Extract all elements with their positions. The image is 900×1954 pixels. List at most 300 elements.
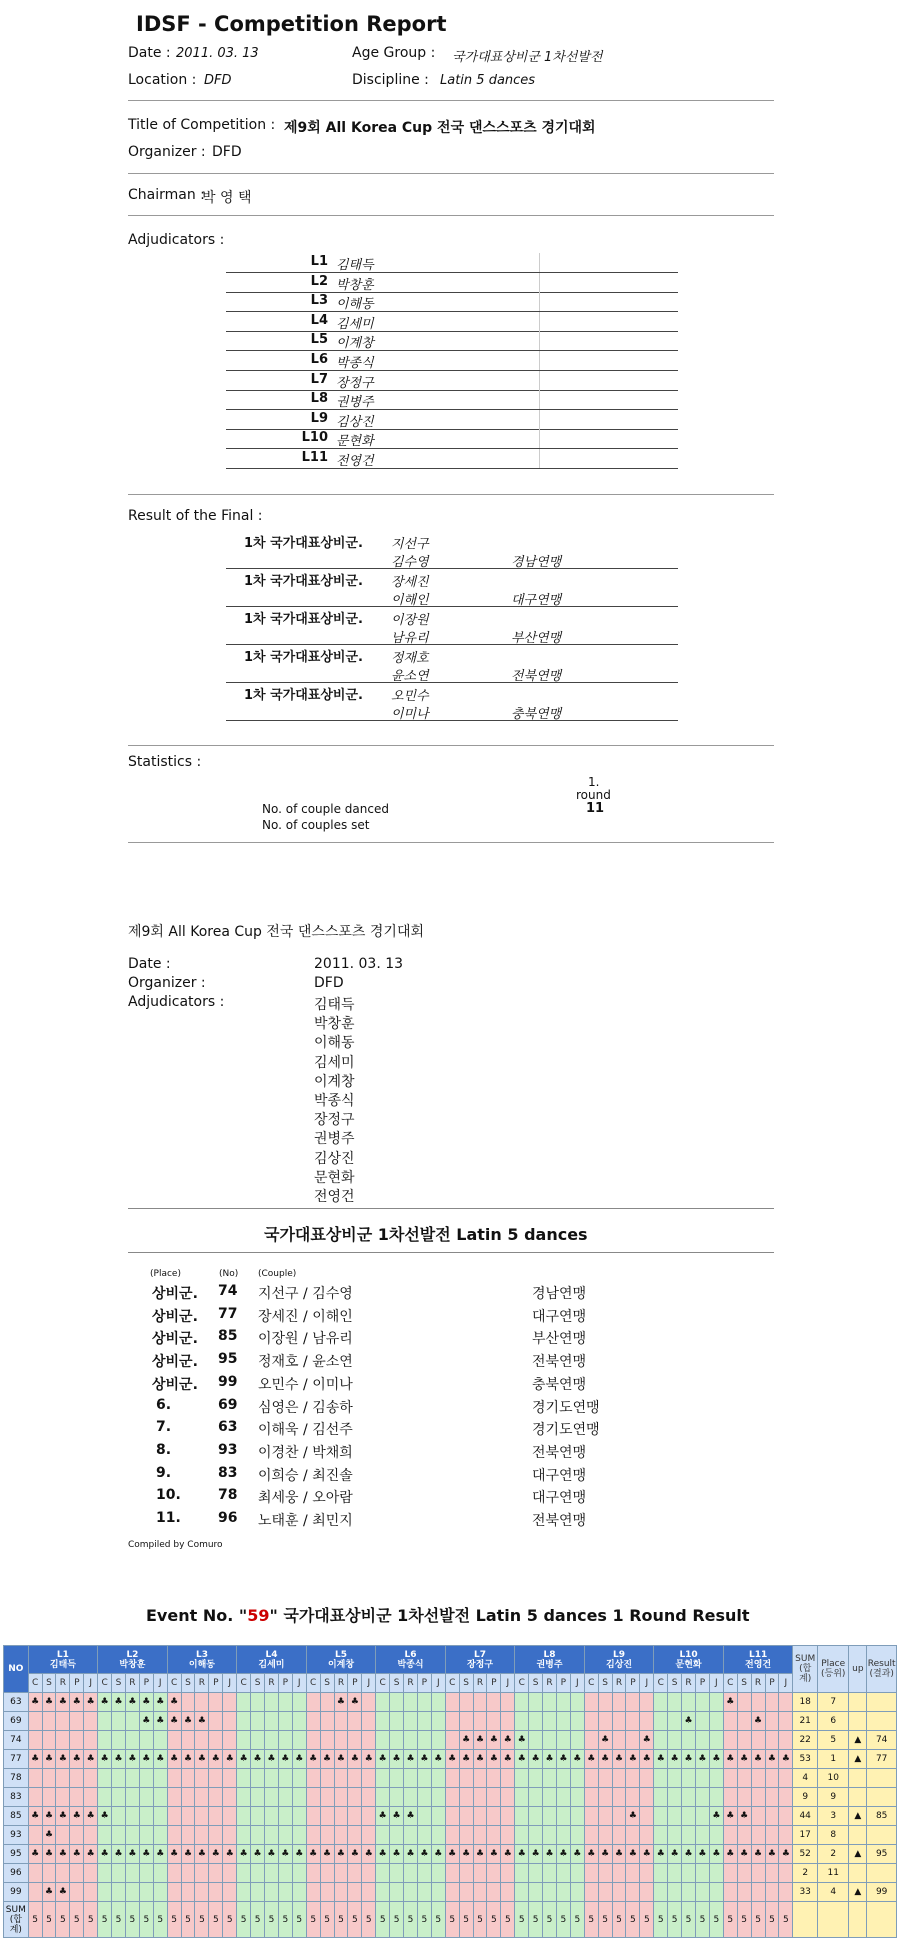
empty-cell (709, 1826, 723, 1845)
divider (128, 494, 774, 495)
empty-cell (654, 1883, 668, 1902)
result-place: 상비군. (152, 1331, 198, 1348)
empty-cell (570, 1769, 584, 1788)
couple-number: 96 (4, 1864, 29, 1883)
empty-cell (56, 1731, 70, 1750)
row-place: 6 (818, 1712, 849, 1731)
result-couple: 이해욱 / 김선주 (258, 1422, 353, 1439)
empty-cell (306, 1731, 320, 1750)
empty-cell (125, 1883, 139, 1902)
empty-cell (98, 1731, 112, 1750)
empty-cell (125, 1712, 139, 1731)
empty-cell (473, 1769, 487, 1788)
organizer-label: Organizer : (128, 144, 206, 160)
club-mark-icon: ♣ (167, 1750, 181, 1769)
dance-letter: C (654, 1674, 668, 1693)
association: 부산연맹 (511, 631, 562, 646)
club-mark-icon: ♣ (334, 1845, 348, 1864)
judge-header (723, 1646, 793, 1674)
empty-cell (682, 1826, 696, 1845)
empty-cell (668, 1788, 682, 1807)
club-mark-icon: ♣ (473, 1750, 487, 1769)
empty-cell (181, 1731, 195, 1750)
result-couple: 이희승 / 최진솔 (258, 1467, 353, 1484)
couples-set-label: No. of couples set (262, 818, 370, 832)
column-sum: 5 (584, 1902, 598, 1938)
empty-cell (139, 1826, 153, 1845)
empty-cell (181, 1883, 195, 1902)
empty-cell (112, 1788, 126, 1807)
empty-cell (28, 1788, 42, 1807)
club-mark-icon: ♣ (139, 1845, 153, 1864)
club-mark-icon: ♣ (765, 1750, 779, 1769)
summary-organizer-label: Organizer : (128, 975, 206, 991)
column-sum: 5 (320, 1902, 334, 1938)
column-sum: 5 (223, 1902, 237, 1938)
empty-cell (292, 1712, 306, 1731)
summary-adjudicator: 이해동 (314, 1035, 355, 1052)
dance-letter: J (640, 1674, 654, 1693)
empty-cell (779, 1769, 793, 1788)
result-number: 74 (218, 1283, 238, 1299)
empty-cell (584, 1712, 598, 1731)
column-sum: 5 (682, 1902, 696, 1938)
dance-letter: S (251, 1674, 265, 1693)
summary-adjudicator: 문현화 (314, 1169, 355, 1186)
empty-cell (292, 1826, 306, 1845)
club-mark-icon: ♣ (237, 1845, 251, 1864)
club-mark-icon: ♣ (612, 1845, 626, 1864)
adjudicator-row (226, 253, 678, 273)
empty-cell (181, 1693, 195, 1712)
club-mark-icon: ♣ (98, 1845, 112, 1864)
empty-cell (278, 1712, 292, 1731)
empty-cell (56, 1826, 70, 1845)
empty-cell (709, 1769, 723, 1788)
club-mark-icon: ♣ (28, 1693, 42, 1712)
couple-number: 93 (4, 1826, 29, 1845)
column-sum: 5 (70, 1902, 84, 1938)
result-place: 8. (156, 1441, 172, 1458)
column-sum: 5 (515, 1902, 529, 1938)
result-place: 11. (156, 1510, 181, 1526)
empty-cell (598, 1807, 612, 1826)
club-mark-icon: ♣ (390, 1750, 404, 1769)
empty-cell (167, 1883, 181, 1902)
empty-cell (737, 1769, 751, 1788)
club-mark-icon: ♣ (556, 1845, 570, 1864)
empty-cell (765, 1807, 779, 1826)
empty-cell (348, 1788, 362, 1807)
dance-letter: R (473, 1674, 487, 1693)
empty-cell (751, 1864, 765, 1883)
result-place: 상비군. (152, 1376, 198, 1393)
column-sum: 5 (751, 1902, 765, 1938)
empty-cell (223, 1769, 237, 1788)
empty-cell (723, 1883, 737, 1902)
empty-cell (487, 1826, 501, 1845)
empty-cell (320, 1712, 334, 1731)
column-divider (539, 331, 540, 350)
row-result: 77 (867, 1750, 897, 1769)
report-title: IDSF - Competition Report (136, 12, 447, 36)
adjudicator-code: L5 (310, 332, 328, 348)
empty-cell (459, 1807, 473, 1826)
final-category: 1차 국가대표상비군. (244, 574, 363, 589)
empty-cell (376, 1693, 390, 1712)
empty-cell (209, 1769, 223, 1788)
empty-cell (376, 1883, 390, 1902)
club-mark-icon: ♣ (56, 1750, 70, 1769)
club-mark-icon: ♣ (56, 1807, 70, 1826)
divider (128, 173, 774, 174)
club-mark-icon: ♣ (487, 1845, 501, 1864)
empty-cell (251, 1826, 265, 1845)
row-up (849, 1788, 867, 1807)
empty-cell (70, 1712, 84, 1731)
result-association: 경기도연맹 (532, 1399, 600, 1416)
empty-cell (765, 1788, 779, 1807)
dance-letter: S (390, 1674, 404, 1693)
empty-cell (473, 1712, 487, 1731)
empty-cell (612, 1712, 626, 1731)
empty-cell (376, 1826, 390, 1845)
empty-cell (209, 1883, 223, 1902)
empty-cell (612, 1864, 626, 1883)
empty-cell (445, 1788, 459, 1807)
result-final-label: Result of the Final : (128, 508, 263, 524)
column-sum: 5 (125, 1902, 139, 1938)
adjudicators-label: Adjudicators : (128, 232, 225, 248)
adjudicator-code: L6 (310, 352, 328, 367)
column-sum: 5 (626, 1902, 640, 1938)
final-category: 1차 국가대표상비군. (244, 536, 363, 551)
club-mark-icon: ♣ (668, 1845, 682, 1864)
divider (128, 1208, 774, 1209)
dance-letter: J (153, 1674, 167, 1693)
empty-cell (153, 1731, 167, 1750)
column-sum: 5 (459, 1902, 473, 1938)
club-mark-icon: ♣ (404, 1750, 418, 1769)
empty-cell (570, 1883, 584, 1902)
empty-cell (612, 1693, 626, 1712)
adjudicator-row (226, 273, 678, 293)
empty-cell (42, 1712, 56, 1731)
club-mark-icon: ♣ (28, 1807, 42, 1826)
empty-cell (334, 1807, 348, 1826)
empty-cell (223, 1864, 237, 1883)
result-association: 대구연맹 (532, 1308, 587, 1325)
empty-cell (543, 1693, 557, 1712)
club-mark-icon: ♣ (626, 1750, 640, 1769)
column-sum: 5 (84, 1902, 98, 1938)
round-head-label: round (576, 788, 611, 802)
empty-cell (695, 1826, 709, 1845)
empty-cell (181, 1826, 195, 1845)
empty-cell (376, 1731, 390, 1750)
results-heading: 국가대표상비군 1차선발전 Latin 5 dances (264, 1225, 588, 1244)
empty-cell (278, 1731, 292, 1750)
table-row (4, 1712, 897, 1731)
empty-cell (556, 1807, 570, 1826)
club-mark-icon: ♣ (570, 1845, 584, 1864)
column-sum: 5 (417, 1902, 431, 1938)
empty-cell (112, 1731, 126, 1750)
association: 충북연맹 (511, 707, 562, 722)
discipline-value: Latin 5 dances (440, 73, 536, 88)
judge-header (376, 1646, 446, 1674)
empty-cell (223, 1731, 237, 1750)
final-couple-row (226, 570, 678, 588)
empty-cell (640, 1693, 654, 1712)
final-couple-row (226, 684, 678, 702)
empty-cell (682, 1864, 696, 1883)
club-mark-icon: ♣ (404, 1845, 418, 1864)
result-number: 69 (218, 1396, 238, 1413)
dance-letter: S (112, 1674, 126, 1693)
dance-letter: P (765, 1674, 779, 1693)
empty-cell (278, 1788, 292, 1807)
empty-cell (390, 1769, 404, 1788)
judge-header (654, 1646, 724, 1674)
table-row (4, 1864, 897, 1883)
result-couple: 정재호 / 윤소연 (258, 1354, 353, 1371)
final-couple-row (226, 588, 678, 607)
result-number: 96 (218, 1510, 238, 1526)
result-association: 부산연맹 (532, 1331, 587, 1348)
empty-cell (626, 1769, 640, 1788)
club-mark-icon: ♣ (125, 1845, 139, 1864)
empty-cell (737, 1693, 751, 1712)
row-result: 74 (867, 1731, 897, 1750)
row-sum: 22 (793, 1731, 818, 1750)
column-sum: 5 (390, 1902, 404, 1938)
club-mark-icon: ♣ (320, 1750, 334, 1769)
date-label: Date : (128, 45, 171, 61)
empty-cell (682, 1769, 696, 1788)
empty-cell (473, 1807, 487, 1826)
empty-cell (737, 1883, 751, 1902)
club-mark-icon: ♣ (125, 1750, 139, 1769)
column-divider (539, 312, 540, 331)
column-divider (539, 273, 540, 292)
empty-cell (515, 1883, 529, 1902)
dance-letter: C (237, 1674, 251, 1693)
empty-cell (265, 1769, 279, 1788)
empty-cell (626, 1826, 640, 1845)
result-couple: 이장원 / 남유리 (258, 1331, 353, 1348)
empty-cell (153, 1864, 167, 1883)
club-mark-icon: ♣ (348, 1693, 362, 1712)
empty-cell (292, 1731, 306, 1750)
empty-cell (251, 1693, 265, 1712)
empty-cell (515, 1864, 529, 1883)
adjudicator-code: L3 (310, 293, 328, 309)
column-sum: 5 (654, 1902, 668, 1938)
club-mark-icon: ♣ (598, 1750, 612, 1769)
empty-cell (390, 1826, 404, 1845)
empty-cell (98, 1788, 112, 1807)
empty-cell (737, 1712, 751, 1731)
empty-cell (265, 1712, 279, 1731)
empty-cell (598, 1883, 612, 1902)
empty-cell (640, 1712, 654, 1731)
club-mark-icon: ♣ (445, 1750, 459, 1769)
empty-cell (556, 1826, 570, 1845)
column-sum: 5 (167, 1902, 181, 1938)
empty-cell (473, 1693, 487, 1712)
row-result (867, 1826, 897, 1845)
club-mark-icon: ♣ (153, 1750, 167, 1769)
empty-cell (181, 1864, 195, 1883)
club-mark-icon: ♣ (195, 1750, 209, 1769)
empty-cell (640, 1864, 654, 1883)
empty-cell (515, 1788, 529, 1807)
empty-cell (459, 1864, 473, 1883)
empty-cell (404, 1712, 418, 1731)
empty-cell (779, 1807, 793, 1826)
result-association: 대구연맹 (532, 1490, 587, 1507)
empty-cell (765, 1769, 779, 1788)
empty-cell (28, 1731, 42, 1750)
empty-cell (390, 1864, 404, 1883)
event-title (146, 1603, 750, 1626)
empty-cell (584, 1769, 598, 1788)
empty-cell (543, 1731, 557, 1750)
column-sum: 5 (209, 1902, 223, 1938)
empty-cell (139, 1864, 153, 1883)
empty-cell (98, 1826, 112, 1845)
column-sum: 5 (737, 1902, 751, 1938)
column-divider (539, 351, 540, 370)
empty-cell (195, 1693, 209, 1712)
empty-cell (682, 1731, 696, 1750)
empty-cell (334, 1712, 348, 1731)
club-mark-icon: ♣ (695, 1750, 709, 1769)
result-association: 전북연맹 (532, 1354, 587, 1371)
statistics-label: Statistics : (128, 754, 202, 770)
dance-letter: C (28, 1674, 42, 1693)
empty-cell (265, 1731, 279, 1750)
empty-cell (668, 1769, 682, 1788)
empty-cell (376, 1712, 390, 1731)
empty-cell (334, 1788, 348, 1807)
empty-cell (556, 1864, 570, 1883)
empty-cell (751, 1731, 765, 1750)
column-sum: 5 (431, 1902, 445, 1938)
column-sum: 5 (612, 1902, 626, 1938)
empty-cell (28, 1864, 42, 1883)
club-mark-icon: ♣ (598, 1731, 612, 1750)
empty-cell (84, 1883, 98, 1902)
empty-cell (640, 1769, 654, 1788)
empty-cell (640, 1826, 654, 1845)
column-divider (539, 253, 540, 272)
adjudicator-name: 김태득 (336, 258, 374, 273)
empty-cell (501, 1826, 515, 1845)
adjudicator-name: 박종식 (336, 356, 374, 371)
row-sum: 44 (793, 1807, 818, 1826)
empty-cell (556, 1693, 570, 1712)
empty-cell (765, 1712, 779, 1731)
organizer-value: DFD (212, 144, 242, 160)
empty-cell (348, 1712, 362, 1731)
empty-cell (56, 1769, 70, 1788)
judge-code: L9 (613, 1649, 626, 1660)
empty-cell (723, 1864, 737, 1883)
table-row (4, 1883, 897, 1902)
empty-cell (278, 1826, 292, 1845)
club-mark-icon: ♣ (70, 1693, 84, 1712)
judge-header (237, 1646, 307, 1674)
dance-letter: P (556, 1674, 570, 1693)
empty-cell (487, 1864, 501, 1883)
empty-cell (195, 1883, 209, 1902)
empty-cell (584, 1883, 598, 1902)
column-sum: 5 (362, 1902, 376, 1938)
club-mark-icon: ♣ (598, 1845, 612, 1864)
empty-cell (695, 1769, 709, 1788)
club-mark-icon: ♣ (153, 1693, 167, 1712)
club-mark-icon: ♣ (654, 1845, 668, 1864)
club-mark-icon: ♣ (278, 1845, 292, 1864)
empty-cell (56, 1712, 70, 1731)
empty-cell (223, 1826, 237, 1845)
dance-letter: S (42, 1674, 56, 1693)
judge-code: L10 (679, 1649, 698, 1660)
club-mark-icon: ♣ (181, 1712, 195, 1731)
empty-cell (737, 1864, 751, 1883)
empty-cell (695, 1807, 709, 1826)
club-mark-icon: ♣ (709, 1750, 723, 1769)
empty-cell (362, 1883, 376, 1902)
club-mark-icon: ♣ (626, 1807, 640, 1826)
empty-cell (167, 1788, 181, 1807)
empty-cell (417, 1693, 431, 1712)
empty-cell (362, 1731, 376, 1750)
up-header: up (849, 1646, 867, 1693)
club-mark-icon: ♣ (751, 1845, 765, 1864)
club-mark-icon: ♣ (584, 1750, 598, 1769)
couple-number: 77 (4, 1750, 29, 1769)
club-mark-icon: ♣ (543, 1750, 557, 1769)
male-dancer: 오민수 (391, 689, 429, 704)
row-up (849, 1712, 867, 1731)
empty-cell (251, 1883, 265, 1902)
empty-cell (390, 1788, 404, 1807)
empty-cell (417, 1883, 431, 1902)
club-mark-icon: ♣ (362, 1845, 376, 1864)
result-association: 전북연맹 (532, 1513, 587, 1529)
empty-cell (320, 1883, 334, 1902)
empty-cell (265, 1788, 279, 1807)
club-mark-icon: ♣ (84, 1750, 98, 1769)
empty-cell (306, 1826, 320, 1845)
dance-letter: R (404, 1674, 418, 1693)
empty-cell (515, 1807, 529, 1826)
judge-name: 장정구 (466, 1659, 494, 1670)
empty-cell (28, 1769, 42, 1788)
adjudicator-code: L2 (310, 273, 328, 289)
column-sum: 5 (543, 1902, 557, 1938)
adjudicator-code: L7 (310, 371, 328, 387)
empty-cell (543, 1864, 557, 1883)
empty-cell (181, 1788, 195, 1807)
club-mark-icon: ♣ (348, 1845, 362, 1864)
dance-letter: S (598, 1674, 612, 1693)
empty-cell (139, 1883, 153, 1902)
empty-cell (459, 1788, 473, 1807)
